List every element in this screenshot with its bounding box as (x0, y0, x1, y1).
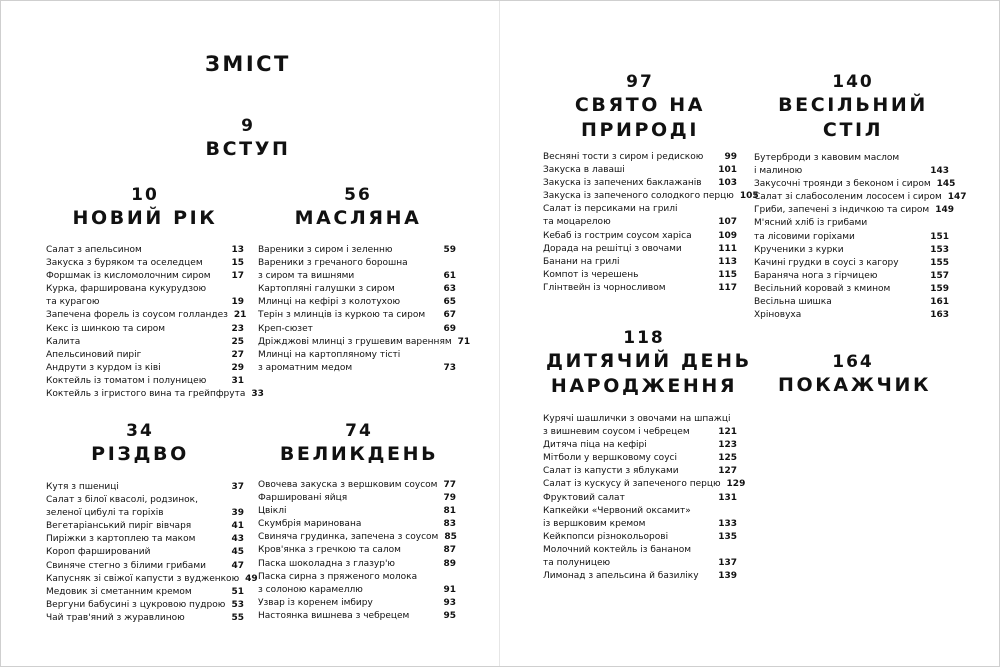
entry-page: 149 (935, 205, 955, 216)
entry-title: Кебаб із гострим соусом харіса (543, 230, 692, 241)
entry-title: Кейкпопси різнокольорові (543, 531, 669, 542)
toc-entry (258, 323, 456, 336)
toc-entry (754, 244, 949, 257)
entry-page: 17 (231, 271, 244, 282)
section-title: НОВИЙ РІК (72, 207, 218, 229)
entry-page: 105 (739, 191, 759, 202)
section-birthday (546, 328, 752, 399)
entry-page (731, 544, 737, 557)
section-number: 56 (338, 187, 378, 204)
entries-birthday (543, 413, 746, 583)
entry-title: Капкейки «Червоний оксамит» (543, 505, 691, 516)
toc-entry (46, 388, 264, 401)
toc-entry (543, 216, 737, 229)
entry-title: із вершковим кремом (543, 518, 646, 529)
entry-page (238, 494, 244, 507)
entry-page: 139 (718, 571, 737, 582)
entry-page: 143 (930, 166, 949, 177)
toc-entry (46, 349, 244, 362)
entry-title: Паска сирна з пряженого молока (258, 571, 418, 582)
entry-page: 109 (718, 230, 737, 241)
entry-page: 151 (930, 231, 949, 242)
toc-entry (543, 177, 737, 190)
toc-entry (46, 481, 244, 494)
entry-page: 159 (930, 283, 949, 294)
toc-entry (46, 560, 244, 573)
toc-title: ЗМІСТ (205, 52, 291, 76)
entry-title: Капусняк зі свіжої капусти з вудженкою (46, 573, 240, 584)
entries-picnic (543, 151, 759, 295)
entry-title: Вегетаріанський пиріг вівчаря (46, 521, 192, 532)
entry-page: 87 (443, 545, 456, 556)
entry-title: Салат із кускусу й запеченого перцю (543, 479, 721, 490)
entry-page: 39 (231, 508, 244, 519)
section-index (778, 352, 932, 398)
section-title: ВСТУП (205, 138, 291, 160)
toc-entry (543, 465, 737, 478)
entry-title: Салат з білої квасолі, родзинок, (46, 495, 198, 506)
entry-page (943, 217, 949, 230)
entry-page: 135 (718, 531, 737, 542)
toc-entry (46, 296, 244, 309)
entry-page: 83 (443, 519, 456, 530)
toc-entry (258, 257, 456, 270)
toc-entry (46, 546, 244, 559)
entry-page: 111 (718, 243, 737, 254)
section-number: 10 (125, 187, 165, 204)
entry-page: 33 (251, 389, 264, 400)
section-title: ПОКАЖЧИК (778, 374, 932, 396)
entry-title: Курячі шашлички з овочами на шпажці (543, 414, 731, 424)
entry-title: Запечена форель із соусом голландез (46, 310, 228, 321)
section-number: 140 (826, 74, 880, 91)
entry-page: 127 (718, 466, 737, 477)
section-new-year (60, 185, 230, 231)
entry-title: Форшмак із кисломолочним сиром (46, 271, 211, 282)
toc-entry (754, 217, 949, 230)
entry-title: Фаршировані яйця (258, 493, 348, 504)
toc-entry (258, 309, 456, 322)
toc-entry (754, 191, 967, 204)
entry-page: 43 (231, 534, 244, 545)
entry-page: 19 (231, 297, 244, 308)
toc-entry (754, 231, 949, 244)
entry-page (731, 413, 737, 426)
toc-entry (543, 478, 746, 491)
toc-entry (543, 151, 737, 164)
entries-christmas (46, 481, 258, 625)
entry-title: Креп-сюзет (258, 323, 313, 334)
toc-entry (258, 531, 456, 544)
entry-title: Калита (46, 336, 81, 347)
entry-title: Кекс із шинкою та сиром (46, 323, 166, 334)
entry-page: 117 (718, 282, 737, 293)
entry-page: 153 (930, 244, 949, 255)
toc-entry (754, 283, 949, 296)
toc-entry (754, 152, 949, 165)
toc-entry (754, 309, 949, 322)
entry-page (450, 349, 456, 362)
entry-title: Баранячa нога з гірчицею (754, 270, 878, 281)
toc-entry (543, 203, 737, 216)
toc-entry (258, 584, 456, 597)
toc-entry (46, 244, 244, 257)
entry-page: 123 (718, 440, 737, 451)
entry-page: 37 (231, 482, 244, 492)
entry-page: 55 (231, 612, 244, 623)
entry-title: з вишневим соусом і чебрецем (543, 427, 690, 438)
entry-page: 59 (443, 245, 456, 255)
section-number: 74 (339, 423, 379, 440)
entry-page: 129 (726, 479, 746, 490)
entry-title: Салат із персиками на грилі (543, 204, 678, 215)
entry-page: 161 (930, 297, 949, 308)
entry-title: Весняні тости з сиром і редискою (543, 152, 704, 162)
entry-title: з солоною карамеллю (258, 584, 363, 595)
toc-entry (543, 256, 737, 269)
toc-entry (46, 309, 247, 322)
toc-entry (754, 257, 949, 270)
entry-title: Весільна шишка (754, 297, 832, 308)
entry-page: 113 (718, 256, 737, 267)
entry-page: 89 (443, 558, 456, 569)
entry-title: Апельсиновий пиріг (46, 349, 142, 360)
toc-entry (543, 557, 737, 570)
toc-entry (46, 362, 244, 375)
entry-title: Салат зі слабосоленим лососем і сиром (754, 192, 942, 203)
entry-page: 85 (444, 532, 457, 543)
entry-title: Дорада на решітці з овочами (543, 243, 682, 254)
toc-entry (46, 586, 244, 599)
section-intro (178, 116, 318, 162)
toc-entry (258, 479, 456, 492)
toc-entry (543, 282, 737, 295)
toc-entry (543, 570, 737, 583)
toc-entry (258, 558, 456, 571)
toc-entry (258, 244, 456, 257)
section-title: РІЗДВО (91, 443, 189, 465)
entry-title: Закуска із запечених баклажанів (543, 178, 702, 189)
entry-title: Закусочні троянди з беконом і сиром (754, 179, 931, 190)
section-easter (275, 421, 443, 467)
toc-entry (543, 439, 737, 452)
toc-entry (543, 190, 759, 203)
entry-title: Закуска із запеченого солодкого перцю (543, 191, 734, 202)
entry-title: М'ясний хліб із грибами (754, 218, 868, 229)
toc-entry (543, 544, 737, 557)
entry-title: Настоянка вишнева з чебрецем (258, 610, 410, 621)
entry-page: 115 (718, 269, 737, 280)
entry-page (450, 257, 456, 270)
entry-page: 47 (231, 560, 244, 571)
entry-title: Молочний коктейль із бананом (543, 544, 692, 555)
section-title: ВЕСІЛЬНИЙ СТІЛ (778, 94, 928, 141)
toc-entry (258, 362, 456, 375)
entry-page: 67 (443, 310, 456, 321)
entry-page: 95 (443, 610, 456, 621)
entry-title: Лимонад з апельсина й базиліку (543, 571, 699, 582)
section-number: 118 (617, 330, 671, 347)
section-title: СВЯТО НА ПРИРОДІ (574, 94, 706, 141)
section-title: ДИТЯЧИЙ ДЕНЬ НАРОДЖЕННЯ (546, 350, 752, 397)
entry-page: 21 (233, 310, 247, 321)
entry-title: Короп фарширований (46, 547, 151, 558)
entry-page: 49 (245, 573, 258, 584)
toc-entry (543, 164, 737, 177)
toc-entry (46, 257, 244, 270)
entry-page: 147 (947, 192, 967, 203)
entry-title: Млинці на кефірі з колотухою (258, 297, 401, 308)
toc-entry (258, 505, 456, 518)
entry-title: Свиняче стегно з білими грибами (46, 560, 206, 571)
section-title: ВЕЛИКДЕНЬ (279, 443, 439, 465)
toc-entry (258, 571, 456, 584)
toc-entry (46, 573, 258, 586)
entry-page: 93 (443, 597, 456, 608)
toc-entry (258, 296, 456, 309)
toc-entry (258, 283, 456, 296)
entry-page: 145 (936, 179, 956, 190)
entry-page: 29 (231, 362, 244, 373)
entry-page: 125 (718, 453, 737, 464)
entry-title: Вергуни бабусині з цукровою пудрою (46, 599, 226, 610)
toc-entry (543, 531, 737, 544)
entry-title: Дитяча піца на кефірі (543, 440, 647, 451)
entry-page (238, 283, 244, 296)
entry-page: 31 (231, 375, 244, 386)
entry-page: 27 (231, 349, 244, 360)
entry-page: 45 (231, 547, 244, 558)
entry-page (731, 203, 737, 216)
toc-entry (543, 243, 737, 256)
entry-page: 63 (443, 284, 456, 295)
entry-page: 163 (930, 310, 949, 321)
entry-page: 13 (231, 245, 244, 255)
toc-entry (543, 492, 737, 505)
entry-title: Хріновуха (754, 310, 802, 321)
entry-page: 41 (231, 521, 244, 532)
toc-entry (543, 452, 737, 465)
entry-title: Картопляні галушки з сиром (258, 284, 395, 295)
toc-entry (46, 520, 244, 533)
entry-page: 53 (231, 599, 244, 610)
entry-page: 79 (443, 493, 456, 504)
toc-entry (258, 544, 456, 557)
entry-title: Качині грудки в соусі з кагору (754, 257, 899, 268)
entry-title: Закуска в лаваші (543, 165, 625, 176)
entry-title: з сиром та вишнями (258, 271, 355, 282)
entry-title: Терін з млинців із куркою та сиром (258, 310, 426, 321)
entry-page: 25 (231, 336, 244, 347)
entries-new-year (46, 244, 264, 401)
entry-page: 23 (231, 323, 244, 334)
toc-entry (46, 270, 244, 283)
toc-entry (258, 336, 471, 349)
entry-page (731, 505, 737, 518)
toc-entry (46, 375, 244, 388)
entry-title: Чай трав'яний з журавлиною (46, 612, 185, 623)
toc-entry (46, 612, 244, 625)
toc-entry (754, 178, 956, 191)
entry-title: Фруктовий салат (543, 492, 625, 503)
entry-title: Скумбрія маринована (258, 519, 362, 530)
entry-page: 91 (443, 584, 456, 595)
entry-title: Пиріжки з картоплею та маком (46, 534, 196, 545)
entry-page: 71 (457, 336, 471, 347)
entry-title: Крученики з курки (754, 244, 844, 255)
entry-title: Овочева закуска з вершковим соусом (258, 480, 438, 490)
entry-title: Салат з апельсином (46, 245, 142, 255)
entry-title: та курагою (46, 297, 100, 308)
entry-title: Узвар із коренем імбиру (258, 597, 373, 608)
entry-title: зеленої цибулі та горіхів (46, 508, 164, 519)
entry-page: 157 (930, 270, 949, 281)
toc-entry (754, 296, 949, 309)
section-picnic (560, 72, 720, 143)
entry-page: 137 (718, 558, 737, 569)
entry-title: Закуска з буряком та оселедцем (46, 258, 203, 269)
entry-title: Коктейль із томатом і полуницею (46, 375, 207, 386)
entry-title: та лісовими горіхами (754, 231, 855, 242)
entry-title: Медовик зі сметанним кремом (46, 586, 192, 597)
section-christmas (75, 421, 205, 467)
entry-title: Кутя з пшениці (46, 482, 119, 492)
entry-title: та моцарелою (543, 217, 611, 228)
toc-entry (258, 597, 456, 610)
entry-page: 73 (443, 362, 456, 373)
entry-page: 107 (718, 217, 737, 228)
section-number: 9 (235, 118, 261, 135)
book-spine (499, 0, 500, 667)
entry-page: 69 (443, 323, 456, 334)
toc-entry (754, 270, 949, 283)
toc-entry (46, 599, 244, 612)
entry-page: 15 (231, 258, 244, 269)
toc-entry (258, 349, 456, 362)
entry-title: Кров'янка з гречкою та салом (258, 545, 401, 556)
entries-wedding (754, 152, 967, 322)
entry-title: Вареники з сиром і зеленню (258, 245, 393, 255)
toc-entry (46, 323, 244, 336)
toc-entry (46, 494, 244, 507)
entry-title: Мітболи у вершковому соусі (543, 453, 677, 464)
entry-page: 121 (718, 427, 737, 438)
entry-title: Цвіклі (258, 506, 287, 517)
entry-title: Банани на грилі (543, 256, 620, 267)
toc-entry (46, 283, 244, 296)
toc-entry (46, 533, 244, 546)
section-title: МАСЛЯНА (294, 207, 422, 229)
entry-title: Андрути з курдом із ківі (46, 362, 161, 373)
entry-page: 81 (443, 506, 456, 517)
toc-entry (754, 165, 949, 178)
entry-title: з ароматним медом (258, 362, 353, 373)
toc-entry (543, 230, 737, 243)
entry-page (450, 571, 456, 584)
toc-entry (543, 413, 737, 426)
section-maslyana (278, 185, 438, 231)
toc-entry (46, 336, 244, 349)
entry-page: 77 (443, 480, 456, 490)
toc-entry (543, 426, 737, 439)
entry-title: Вареники з гречаного борошна (258, 258, 408, 269)
entry-page: 131 (718, 492, 737, 503)
toc-entry (543, 269, 737, 282)
entry-page: 65 (443, 297, 456, 308)
toc-entry (258, 610, 456, 623)
toc-entry (543, 518, 737, 531)
toc-entry (258, 270, 456, 283)
entry-title: Свиняча грудинка, запечена з соусом (258, 532, 439, 543)
entry-title: і малиною (754, 166, 803, 177)
entry-title: Коктейль з ігристого вина та грейпфрута (46, 389, 246, 400)
entry-page: 155 (930, 257, 949, 268)
entry-title: Курка, фарширована кукурудзою (46, 284, 207, 295)
entry-title: Глінтвейн із чорносливом (543, 282, 666, 293)
entry-page: 99 (724, 152, 737, 162)
entry-page (943, 152, 949, 165)
entries-easter (258, 479, 456, 623)
toc-entry (46, 507, 244, 520)
entry-title: Салат із капусти з яблуками (543, 466, 679, 477)
section-wedding (768, 72, 938, 143)
entries-maslyana (258, 244, 471, 375)
entry-title: Гриби, запечені з індичкою та сиром (754, 205, 930, 216)
entry-title: Паска шоколадна з глазур'ю (258, 558, 395, 569)
entry-page: 61 (443, 271, 456, 282)
section-number: 97 (620, 74, 660, 91)
entry-page: 101 (718, 165, 737, 176)
toc-entry (258, 492, 456, 505)
toc-entry (258, 518, 456, 531)
entry-title: Компот із черешень (543, 269, 639, 280)
entry-page: 133 (718, 518, 737, 529)
entry-title: Дріжджові млинці з грушевим варенням (258, 336, 452, 347)
entry-page: 51 (231, 586, 244, 597)
entry-title: Весільний коровай з кмином (754, 283, 891, 294)
entry-title: Бутерброди з кавовим маслом (754, 153, 900, 163)
toc-entry (543, 505, 737, 518)
entry-title: та полуницею (543, 558, 611, 569)
section-number: 34 (120, 423, 160, 440)
section-number: 164 (826, 354, 880, 371)
entry-title: Млинці на картопляному тісті (258, 349, 401, 360)
entry-page: 103 (718, 178, 737, 189)
toc-entry (754, 204, 955, 217)
